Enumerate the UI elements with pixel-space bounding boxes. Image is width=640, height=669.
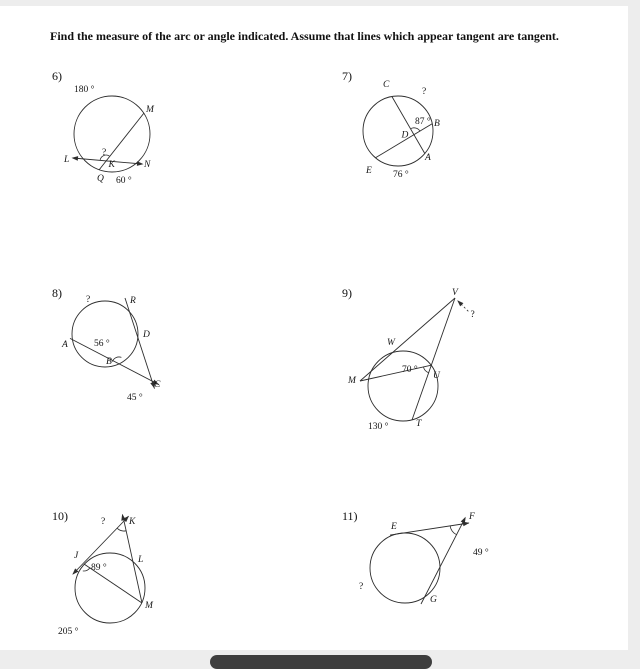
p7-arc-label-76: 76 ° bbox=[393, 170, 409, 180]
p9-circle bbox=[368, 351, 438, 421]
problem-7-number: 7) bbox=[342, 69, 352, 83]
p10-point-L: L bbox=[138, 555, 144, 565]
p9-arc-label-130: 130 ° bbox=[368, 422, 389, 432]
p11-point-G: G bbox=[430, 595, 437, 605]
p7-angle-arc-D bbox=[411, 128, 420, 131]
p11-point-F: F bbox=[469, 512, 475, 522]
p10-angle-arc-K bbox=[117, 528, 126, 531]
p8-point-A: A bbox=[62, 340, 68, 350]
problem-9-diagram bbox=[335, 288, 490, 440]
p11-point-E: E bbox=[391, 522, 397, 532]
p9-point-V: V bbox=[452, 288, 458, 298]
p8-unknown-mark: ? bbox=[86, 295, 91, 305]
p11-angle-arc-F bbox=[450, 526, 457, 535]
problem-11-diagram bbox=[335, 511, 490, 613]
p10-circle bbox=[75, 553, 145, 623]
p6-arc-label-60: 60 ° bbox=[116, 176, 132, 186]
p6-unknown-mark: ? bbox=[102, 148, 107, 158]
p7-point-C: C bbox=[383, 80, 390, 90]
p10-point-J: J bbox=[74, 551, 79, 561]
p6-arc-label-180: 180 ° bbox=[74, 85, 95, 95]
p7-point-B: B bbox=[434, 119, 440, 129]
p11-unknown-mark: ? bbox=[359, 582, 364, 592]
p10-point-M: M bbox=[145, 601, 153, 611]
worksheet-instructions: Find the measure of the arc or angle indicated. Assume that lines which appear tangent are tangent. bbox=[50, 29, 559, 43]
p10-unknown-mark: ? bbox=[101, 517, 106, 527]
p6-point-Q: Q bbox=[97, 174, 104, 184]
p9-unknown-mark: ? bbox=[470, 310, 475, 320]
p8-point-D: D bbox=[143, 330, 150, 340]
p9-point-W: W bbox=[387, 338, 395, 348]
problem-10-number: 10) bbox=[52, 509, 68, 523]
p7-unknown-mark: ? bbox=[422, 87, 427, 97]
p7-point-E: E bbox=[366, 166, 372, 176]
problem-8-diagram bbox=[45, 288, 180, 410]
problem-7-diagram bbox=[333, 69, 478, 187]
p11-secant-GF bbox=[421, 518, 465, 604]
p8-angle-label-45: 45 ° bbox=[127, 393, 143, 403]
problem-10-diagram bbox=[45, 511, 180, 641]
worksheet-page bbox=[0, 6, 628, 650]
p11-angle-label-49: 49 ° bbox=[473, 548, 489, 558]
p9-point-U: U bbox=[433, 371, 440, 381]
p10-angle-arc-89 bbox=[83, 568, 90, 572]
p10-point-K: K bbox=[129, 517, 136, 527]
p8-angle-label-56: 56 ° bbox=[94, 339, 110, 349]
problem-11-number: 11) bbox=[342, 509, 358, 523]
p7-angle-label-87: 87 ° bbox=[415, 117, 431, 127]
p6-point-K: K bbox=[108, 160, 115, 170]
p9-point-T: T bbox=[416, 419, 422, 429]
p6-point-N: N bbox=[144, 160, 151, 170]
problem-9-number: 9) bbox=[342, 286, 352, 300]
p8-point-B: B bbox=[106, 357, 112, 367]
p11-circle bbox=[370, 533, 440, 603]
p10-angle-label-89: 89 ° bbox=[91, 563, 107, 573]
p6-arrowhead-N bbox=[137, 161, 144, 166]
p9-angle-arc-U bbox=[423, 367, 428, 373]
p6-point-M: M bbox=[146, 105, 154, 115]
p8-point-R: R bbox=[130, 296, 136, 306]
p7-point-D: D bbox=[401, 130, 409, 141]
problem-8-number: 8) bbox=[52, 286, 62, 300]
p10-arc-label-205: 205 ° bbox=[58, 627, 79, 637]
p9-point-M: M bbox=[348, 376, 356, 386]
p7-point-A: A bbox=[425, 153, 431, 163]
p8-point-C: C bbox=[154, 380, 161, 390]
problem-6-number: 6) bbox=[52, 69, 62, 83]
problem-6-diagram bbox=[40, 66, 210, 194]
p7-chord-EB bbox=[376, 124, 433, 158]
p8-circle bbox=[72, 301, 138, 367]
p6-point-L: L bbox=[64, 155, 70, 165]
p6-arrowhead-L bbox=[71, 156, 78, 161]
p9-angle-label-70: 70 ° bbox=[402, 365, 418, 375]
